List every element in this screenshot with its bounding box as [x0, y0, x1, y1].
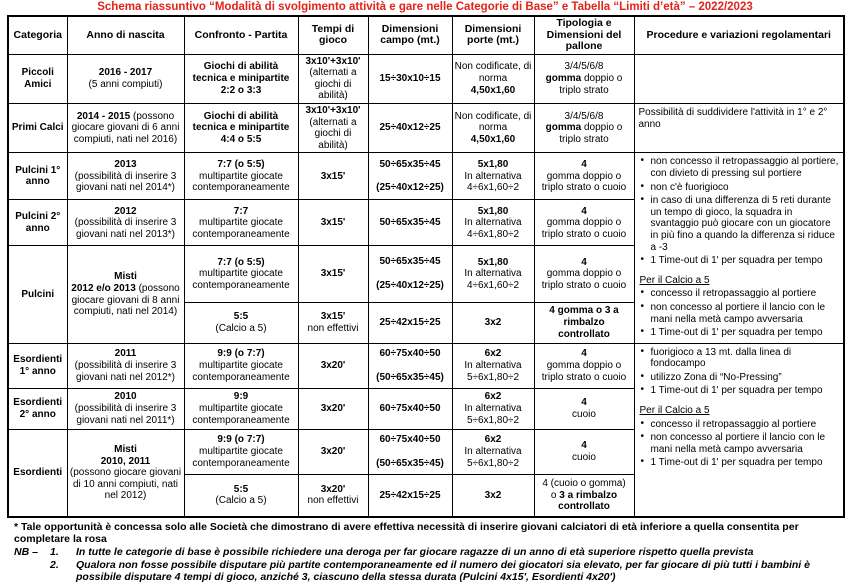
header-row — [8, 16, 844, 54]
porte-note: Non codificate, di norma — [454, 61, 532, 85]
porte-main: 4,50x1,60 — [470, 134, 516, 145]
anno-misti: Misti — [114, 271, 137, 283]
confronto-note: (Calcio a 5) — [215, 495, 267, 507]
cell-porte — [452, 388, 534, 429]
confronto-main: 9:9 (o 7:7) — [217, 434, 265, 446]
pallone-type: gomma doppio o triplo strato o cuoio — [541, 268, 627, 291]
header-categoria: Categoria — [8, 16, 67, 54]
nb-text: In tutte le categorie di base è possibile richiedere una deroga per far giocare ragazze di un anno di età superiore rispetto quella prevista — [76, 546, 754, 559]
page-title: Schema riassuntivo “Modalità di svolgimento attività e gare nelle Categorie di Base” e Tabella “Limiti d’età” – 2022/2023 — [97, 1, 753, 13]
row-piccoli-amici — [8, 54, 844, 103]
porte-main: 5x1,80 — [477, 256, 509, 268]
cell-tempi: 3x20' — [298, 388, 368, 429]
procedure-bullet: • non c'è fuorigioco — [639, 182, 840, 194]
campo-main: 50÷65x35÷45 — [379, 256, 441, 268]
pallone-size: 4 — [581, 159, 587, 170]
porte-alt-label: In alternativa — [464, 268, 522, 280]
porte-main: 5x1,80 — [477, 205, 509, 217]
tempi-note: non effettivi — [307, 322, 359, 334]
cell-anno — [67, 54, 184, 103]
cell-pallone — [534, 474, 634, 517]
cell-confronto — [184, 302, 298, 343]
confronto-main: 7:7 — [233, 205, 249, 217]
cell-confronto — [184, 388, 298, 429]
procedure-bullet: • concesso il retropassaggio al portiere — [639, 419, 840, 431]
cell-porte — [452, 104, 534, 153]
anno-note: (possibilità di inserire 3 giovani nati nel 2014*) — [74, 170, 177, 194]
page — [0, 1, 850, 584]
procedure-bullet: • 1 Time-out di 1' per squadra per tempo — [639, 457, 840, 469]
procedure-bullet: • concesso il retropassaggio al portiere — [639, 288, 840, 300]
tempi-main: 3x10'+3x10' — [305, 105, 361, 117]
cell-pallone: 4 gomma o 3 a rimbalzo controllato — [534, 302, 634, 343]
cell-confronto — [184, 343, 298, 388]
porte-alt-label: In alternativa — [464, 445, 522, 457]
procedure-bullet: • in caso di una differenza di 5 reti durante un tempo di gioco, la squadra in svantaggio può giocare con un giocatore in più fino a quando la differenza si riduce a -3 — [639, 195, 840, 253]
campo-alt: (50÷65x35÷45) — [376, 371, 444, 383]
cell-porte — [452, 343, 534, 388]
nb-indent — [14, 559, 50, 583]
cell-confronto — [184, 246, 298, 302]
tempi-note: (alternati a giochi di abilità) — [309, 116, 357, 151]
cell-procedure-pulcini — [634, 153, 844, 343]
cell-confronto — [184, 153, 298, 200]
confronto-main: 7:7 (o 5:5) — [217, 159, 265, 170]
cell-tempi — [298, 54, 368, 103]
porte-main: 4,50x1,60 — [470, 84, 516, 96]
confronto-note: multipartite giocate contemporaneamente — [192, 402, 290, 426]
anno-years: 2011 — [114, 348, 137, 360]
cell-anno — [67, 246, 184, 343]
cell-campo: 60÷75x40÷50 — [368, 388, 452, 429]
header-procedure: Procedure e variazioni regolamentari — [634, 16, 844, 54]
cell-campo — [368, 343, 452, 388]
confronto-note: multipartite giocate contemporaneamente — [192, 445, 290, 469]
nb-number: 1. — [50, 546, 59, 559]
porte-alt-label: In alternativa — [464, 217, 522, 229]
tempi-main: 3x20' — [320, 483, 346, 495]
row-esordienti-1 — [8, 343, 844, 388]
cell-pallone — [534, 246, 634, 302]
anno-years: 2012 e/o 2013 — [71, 282, 136, 294]
header-anno: Anno di nascita — [67, 16, 184, 54]
nb-label: NB – — [14, 546, 38, 559]
anno-note: (possono giocare giovani di 8 anni compiuti, nati nel 2014) — [71, 282, 180, 318]
pallone-sizes: 3/4/5/6/8 — [564, 110, 604, 122]
pallone-size: 4 — [581, 256, 587, 268]
porte-main: 6x2 — [484, 348, 502, 360]
cell-pallone — [534, 200, 634, 246]
pallone-type: gomma doppio o triplo strato o cuoio — [541, 359, 627, 383]
cell-confronto — [184, 474, 298, 517]
porte-main: 6x2 — [484, 434, 502, 446]
cell-campo: 15÷30x10÷15 — [368, 54, 452, 103]
campo-alt: (25÷40x12÷25) — [376, 182, 444, 194]
cell-tempi: 3x15' — [298, 153, 368, 200]
tempi-main: 3x10'+3x10' — [305, 55, 361, 67]
campo-alt: (50÷65x35÷45) — [376, 457, 444, 469]
anno-misti: Misti — [114, 443, 137, 455]
procedure-bullet: • non concesso al portiere il lancio con le mani nella metà campo avversaria — [639, 302, 840, 325]
anno-years: 2014 - 2015 — [76, 110, 131, 122]
header-campo: Dimensioni campo (mt.) — [368, 16, 452, 54]
porte-alt: 5÷6x1,80÷2 — [466, 414, 520, 426]
cell-tempi: 3x15' — [298, 200, 368, 246]
pallone-size: 4 — [581, 205, 587, 217]
porte-alt: 4÷6x1,80÷2 — [466, 228, 520, 240]
cell-campo: 50÷65x35÷45 — [368, 200, 452, 246]
confronto-main: 5:5 — [233, 311, 249, 323]
tempi-main: 3x15' — [320, 311, 346, 323]
anno-years: 2012 — [114, 205, 137, 217]
cell-porte — [452, 429, 534, 474]
procedure-bullet: • 1 Time-out di 1' per squadra per tempo — [639, 255, 840, 267]
pallone-type: gomma doppio o triplo strato — [545, 122, 623, 145]
footnotes — [14, 521, 836, 583]
cell-porte — [452, 200, 534, 246]
row-pulcini-1 — [8, 153, 844, 200]
cell-pallone — [534, 54, 634, 103]
cell-campo — [368, 153, 452, 200]
campo-main: 60÷75x40÷50 — [379, 348, 441, 360]
header-porte: Dimensioni porte (mt.) — [452, 16, 534, 54]
confronto-main: 9:9 (o 7:7) — [217, 348, 265, 360]
pallone-alt: o 3 a rimbalzo controllato — [550, 489, 618, 513]
cell-categoria: Pulcini — [8, 246, 67, 343]
cell-categoria: Primi Calci — [8, 104, 67, 153]
porte-alt: 5÷6x1,80÷2 — [466, 371, 520, 383]
porte-alt: 5÷6x1,80÷2 — [466, 457, 520, 469]
cell-tempi: 3x20' — [298, 429, 368, 474]
cell-tempi — [298, 302, 368, 343]
cell-procedure-primi-calci: Possibilità di suddividere l'attività in 1° e 2° anno — [634, 104, 844, 153]
anno-note: (possibilità di inserire 3 giovani nati nel 2011*) — [74, 402, 177, 426]
confronto-note: (Calcio a 5) — [215, 322, 267, 334]
cell-pallone — [534, 429, 634, 474]
footnote-nb-2 — [14, 559, 836, 583]
porte-alt: 4÷6x1,60÷2 — [466, 279, 520, 291]
footnote-nb-1 — [14, 546, 836, 558]
confronto-note: multipartite giocate contemporaneamente — [192, 359, 290, 383]
procedure-bullet: • 1 Time-out di 1' per squadra per tempo — [639, 327, 840, 339]
campo-main: 50÷65x35÷45 — [379, 158, 441, 170]
nb-text: Qualora non fosse possibile disputare più partite contemporaneamente ed il numero dei giocatori sia elevato, per far giocare di più tutti i bambini è possibile disputare 4 tempi di gioco, anziché 3, ciascuno della stessa durata (Pulcini 4x15', Esordienti 4x20') — [76, 559, 810, 584]
porte-alt-label: In alternativa — [464, 402, 522, 414]
cell-confronto — [184, 429, 298, 474]
anno-note: (5 anni compiuti) — [88, 78, 163, 90]
porte-alt-label: In alternativa — [464, 359, 522, 371]
confronto-note: multipartite giocate contemporaneamente — [192, 170, 290, 194]
anno-years: 2016 - 2017 — [98, 67, 153, 79]
procedure-bullet: • non concesso al portiere il lancio con le mani nella metà campo avversaria — [639, 432, 840, 455]
tempi-note: non effettivi — [307, 495, 359, 507]
porte-main: 5x1,80 — [477, 159, 509, 170]
porte-main: 6x2 — [484, 391, 502, 403]
cell-pallone — [534, 343, 634, 388]
pallone-type: cuoio — [572, 408, 596, 420]
campo-alt: (25÷40x12÷25) — [376, 280, 444, 292]
calcio5-heading: Per il Calcio a 5 — [639, 274, 710, 286]
cell-categoria: Piccoli Amici — [8, 54, 67, 103]
cell-anno — [67, 429, 184, 517]
pallone-type: gomma doppio o triplo strato — [545, 73, 623, 96]
categories-table — [7, 15, 845, 518]
cell-campo — [368, 246, 452, 302]
pallone-size: 4 — [581, 440, 587, 452]
anno-years: 2010, 2011 — [100, 455, 151, 467]
pallone-type: gomma doppio o triplo strato o cuoio — [541, 217, 627, 240]
pallone-sizes: 3/4/5/6/8 — [564, 61, 604, 73]
anno-note: (possibilità di inserire 3 giovani nati nel 2012*) — [74, 359, 177, 383]
campo-main: 60÷75x40÷50 — [379, 434, 441, 446]
header-tempi: Tempi di gioco — [298, 16, 368, 54]
cell-anno — [67, 104, 184, 153]
cell-categoria: Pulcini 2° anno — [8, 200, 67, 246]
anno-note: (possono giocare giovani di 10 anni compiuti, nati nel 2012) — [69, 467, 182, 502]
porte-alt-label: In alternativa — [464, 170, 522, 182]
porte-note: Non codificate, di norma — [454, 110, 532, 134]
pallone-type: gomma doppio o triplo strato o cuoio — [541, 170, 627, 194]
anno-years: 2010 — [114, 391, 137, 403]
cell-anno — [67, 388, 184, 429]
nb-number: 2. — [50, 559, 59, 572]
cell-categoria: Esordienti 2° anno — [8, 388, 67, 429]
pallone-size: 4 — [581, 348, 587, 360]
cell-procedure-esordienti — [634, 343, 844, 517]
cell-procedure-empty — [634, 54, 844, 103]
cell-categoria: Esordienti 1° anno — [8, 343, 67, 388]
calcio5-heading: Per il Calcio a 5 — [639, 405, 710, 417]
cell-porte — [452, 153, 534, 200]
cell-tempi: 3x15' — [298, 246, 368, 302]
cell-porte: 3x2 — [452, 474, 534, 517]
cell-anno — [67, 343, 184, 388]
cell-anno — [67, 200, 184, 246]
anno-note: (possibilità di inserire 3 giovani nati nel 2013*) — [74, 217, 177, 240]
confronto-note: multipartite giocate contemporaneamente — [192, 268, 290, 291]
header-pallone: Tipologia e Dimensioni del pallone — [534, 16, 634, 54]
anno-note: (possono giocare giovani di 6 anni compiuti, nati nel 2016) — [71, 110, 180, 145]
cell-tempi: 3x20' — [298, 343, 368, 388]
cell-categoria: Pulcini 1° anno — [8, 153, 67, 200]
cell-pallone — [534, 104, 634, 153]
confronto-note: multipartite giocate contemporaneamente — [192, 217, 290, 240]
cell-campo: 25÷42x15÷25 — [368, 302, 452, 343]
procedure-bullet: • fuorigioco a 13 mt. dalla linea di fondocampo — [639, 347, 840, 370]
cell-pallone — [534, 153, 634, 200]
pallone-type: cuoio — [572, 451, 596, 463]
cell-campo: 25÷42x15÷25 — [368, 474, 452, 517]
cell-tempi — [298, 474, 368, 517]
cell-confronto: Giochi di abilità tecnica e minipartite 4:4 o 5:5 — [184, 104, 298, 153]
cell-campo — [368, 429, 452, 474]
footnote-star: * Tale opportunità è concessa solo alle Società che dimostrano di avere effettiva necessità di inserire giovani calciatori di età inferiore a quella consentita per completare la rosa — [14, 521, 799, 546]
pallone-type: 4 (cuoio o gomma) — [542, 478, 626, 490]
cell-tempi — [298, 104, 368, 153]
header-confronto: Confronto - Partita — [184, 16, 298, 54]
cell-porte — [452, 246, 534, 302]
cell-pallone — [534, 388, 634, 429]
confronto-main: 9:9 — [233, 391, 249, 403]
row-primi-calci — [8, 104, 844, 153]
cell-porte: 3x2 — [452, 302, 534, 343]
procedure-bullet: • 1 Time-out di 1' per squadra per tempo — [639, 385, 840, 397]
cell-categoria: Esordienti — [8, 429, 67, 517]
cell-porte — [452, 54, 534, 103]
anno-years: 2013 — [114, 159, 137, 170]
cell-confronto — [184, 200, 298, 246]
confronto-main: 7:7 (o 5:5) — [217, 256, 265, 268]
procedure-bullet: • non concesso il retropassaggio al portiere, con divieto di pressing sul portiere — [639, 156, 840, 179]
cell-confronto: Giochi di abilità tecnica e minipartite 2:2 o 3:3 — [184, 54, 298, 103]
tempi-note: (alternati a giochi di abilità) — [309, 67, 357, 102]
confronto-main: 5:5 — [233, 483, 249, 495]
cell-anno — [67, 153, 184, 200]
procedure-bullet: • utilizzo Zona di “No-Pressing” — [639, 372, 840, 384]
pallone-size: 4 — [581, 397, 587, 409]
cell-campo: 25÷40x12÷25 — [368, 104, 452, 153]
porte-alt: 4÷6x1,60÷2 — [466, 182, 520, 194]
